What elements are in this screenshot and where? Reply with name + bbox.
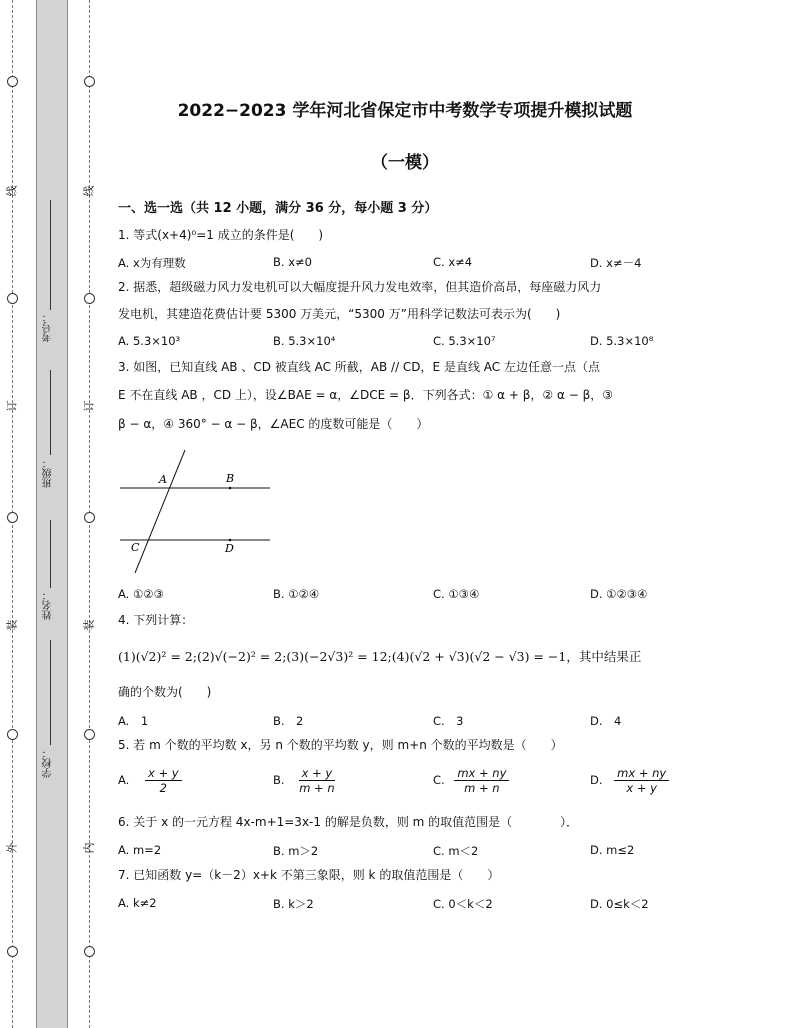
field-label: 姓名：	[43, 590, 54, 620]
field-label: 考号：	[43, 312, 54, 342]
punch-hole	[84, 946, 95, 957]
denominator: m + n	[299, 781, 335, 795]
math-expression: (1)(√2)² = 2;(2)√(−2)² = 2;(3)(−2√3)² = 12;(4)(√2 + √3)(√2 − √3) = −1，其中结果正	[118, 649, 642, 664]
option-d[interactable]: D. 0≤k＜2	[590, 897, 649, 911]
option-a[interactable]: A. 1	[118, 714, 149, 728]
option-a[interactable]: A. ①②③	[118, 587, 164, 601]
option-c[interactable]: C. m＜2	[433, 844, 479, 858]
option-c[interactable]	[433, 766, 509, 795]
option-b[interactable]: B. 5.3×10⁴	[273, 334, 336, 348]
margin-char: 线	[82, 185, 96, 197]
fraction	[145, 766, 182, 795]
margin-char: 装	[5, 619, 19, 631]
option-a[interactable]: A. x为有理数	[118, 256, 186, 270]
option-d[interactable]: D. x≠－4	[590, 256, 642, 270]
label-d: D	[225, 542, 234, 555]
question-stem: 确的个数为( )	[118, 685, 212, 699]
point-d	[229, 539, 232, 542]
question-stem: 4. 下列计算：	[118, 613, 194, 627]
point-b	[229, 487, 232, 490]
question-stem: 1. 等式(x+4)⁰=1 成立的条件是( )	[118, 228, 324, 242]
question-stem: E 不在直线 AB ，CD 上），设∠BAE = α，∠DCE = β．下列各式：① α + β，② α − β，③	[118, 388, 613, 402]
option-d[interactable]: D. ①②③④	[590, 587, 648, 601]
option-b[interactable]: B. x≠0	[273, 255, 312, 269]
question-stem: 5. 若 m 个数的平均数 x，另 n 个数的平均数 y，则 m+n 个数的平均数是（ ）	[118, 738, 563, 752]
punch-hole	[7, 946, 18, 957]
numerator: mx + ny	[614, 766, 669, 781]
fraction	[296, 766, 337, 795]
fraction	[614, 766, 669, 795]
question-stem: 6. 关于 x 的一元方程 4x-m+1=3x-1 的解是负数，则 m 的取值范围是（ ）．	[118, 815, 579, 829]
margin-char: 订	[82, 400, 96, 412]
margin-char: 装	[82, 619, 96, 631]
option-c[interactable]: C. 0＜k＜2	[433, 897, 493, 911]
exam-number-field[interactable]	[41, 200, 61, 350]
option-d[interactable]: D. 5.3×10⁸	[590, 334, 654, 348]
punch-hole	[84, 76, 95, 87]
field-label: 班级：	[43, 458, 54, 488]
option-b[interactable]: B. k＞2	[273, 897, 314, 911]
option-d[interactable]	[590, 766, 669, 795]
option-label: C.	[433, 773, 445, 787]
question-stem: 2. 据悉，超级磁力风力发电机可以大幅度提升风力发电效率，但其造价高昂，每座磁力风力	[118, 280, 602, 294]
punch-hole	[7, 293, 18, 304]
option-a[interactable]: A. m=2	[118, 843, 162, 857]
margin-char: 内	[82, 842, 96, 854]
denominator: x + y	[626, 781, 657, 795]
denominator: m + n	[464, 781, 500, 795]
punch-hole	[7, 512, 18, 523]
option-label: D.	[590, 773, 603, 787]
class-field[interactable]	[41, 370, 61, 520]
question-stem: 7. 已知函数 y=（k－2）x+k 不第三象限，则 k 的取值范围是（ ）	[118, 868, 500, 882]
numerator: x + y	[145, 766, 182, 781]
punch-hole	[7, 76, 18, 87]
punch-hole	[84, 512, 95, 523]
margin-char: 外	[5, 842, 19, 854]
option-a[interactable]	[118, 766, 182, 795]
option-label: B.	[273, 773, 285, 787]
option-a[interactable]: A. k≠2	[118, 896, 157, 910]
question-stem: β − α，④ 360° − α − β，∠AEC 的度数可能是（ ）	[118, 417, 429, 431]
option-d[interactable]: D. m≤2	[590, 843, 635, 857]
option-c[interactable]: C. 5.3×10⁷	[433, 334, 496, 348]
denominator: 2	[159, 781, 167, 795]
numerator: mx + ny	[454, 766, 509, 781]
punch-hole	[84, 293, 95, 304]
margin-char: 线	[5, 185, 19, 197]
option-c[interactable]: C. ①③④	[433, 587, 480, 601]
option-b[interactable]: B. 2	[273, 714, 304, 728]
numerator: x + y	[299, 766, 336, 781]
page-title: 2022−2023 学年河北省保定市中考数学专项提升模拟试题	[177, 101, 633, 121]
transversal-ac	[135, 450, 185, 573]
section-heading: 一、选一选（共 12 小题，满分 36 分，每小题 3 分）	[118, 201, 438, 216]
option-b[interactable]: B. ①②④	[273, 587, 320, 601]
punch-hole	[7, 729, 18, 740]
school-field[interactable]	[41, 640, 61, 790]
punch-hole	[84, 729, 95, 740]
label-a: A	[159, 473, 167, 486]
question-stem: 3. 如图，已知直线 AB 、CD 被直线 AC 所截，AB // CD，E 是直线 AC 左边任意一点（点	[118, 360, 600, 374]
option-a[interactable]: A. 5.3×10³	[118, 334, 181, 348]
option-c[interactable]: C. 3	[433, 714, 464, 728]
margin-char: 订	[5, 400, 19, 412]
question-stem: 发电机，其建造花费估计要 5300 万美元，“5300 万”用科学记数法可表示为( )	[118, 307, 561, 321]
option-b[interactable]: B. m＞2	[273, 844, 319, 858]
option-b[interactable]	[273, 766, 338, 795]
parallel-lines-figure	[115, 448, 275, 578]
field-label: 学校：	[43, 748, 54, 778]
page-subtitle: （一模）	[371, 153, 439, 173]
label-c: C	[131, 541, 140, 554]
option-label: A.	[118, 773, 130, 787]
option-c[interactable]: C. x≠4	[433, 255, 473, 269]
label-b: B	[226, 472, 235, 485]
fraction	[454, 766, 509, 795]
option-d[interactable]: D. 4	[590, 714, 622, 728]
